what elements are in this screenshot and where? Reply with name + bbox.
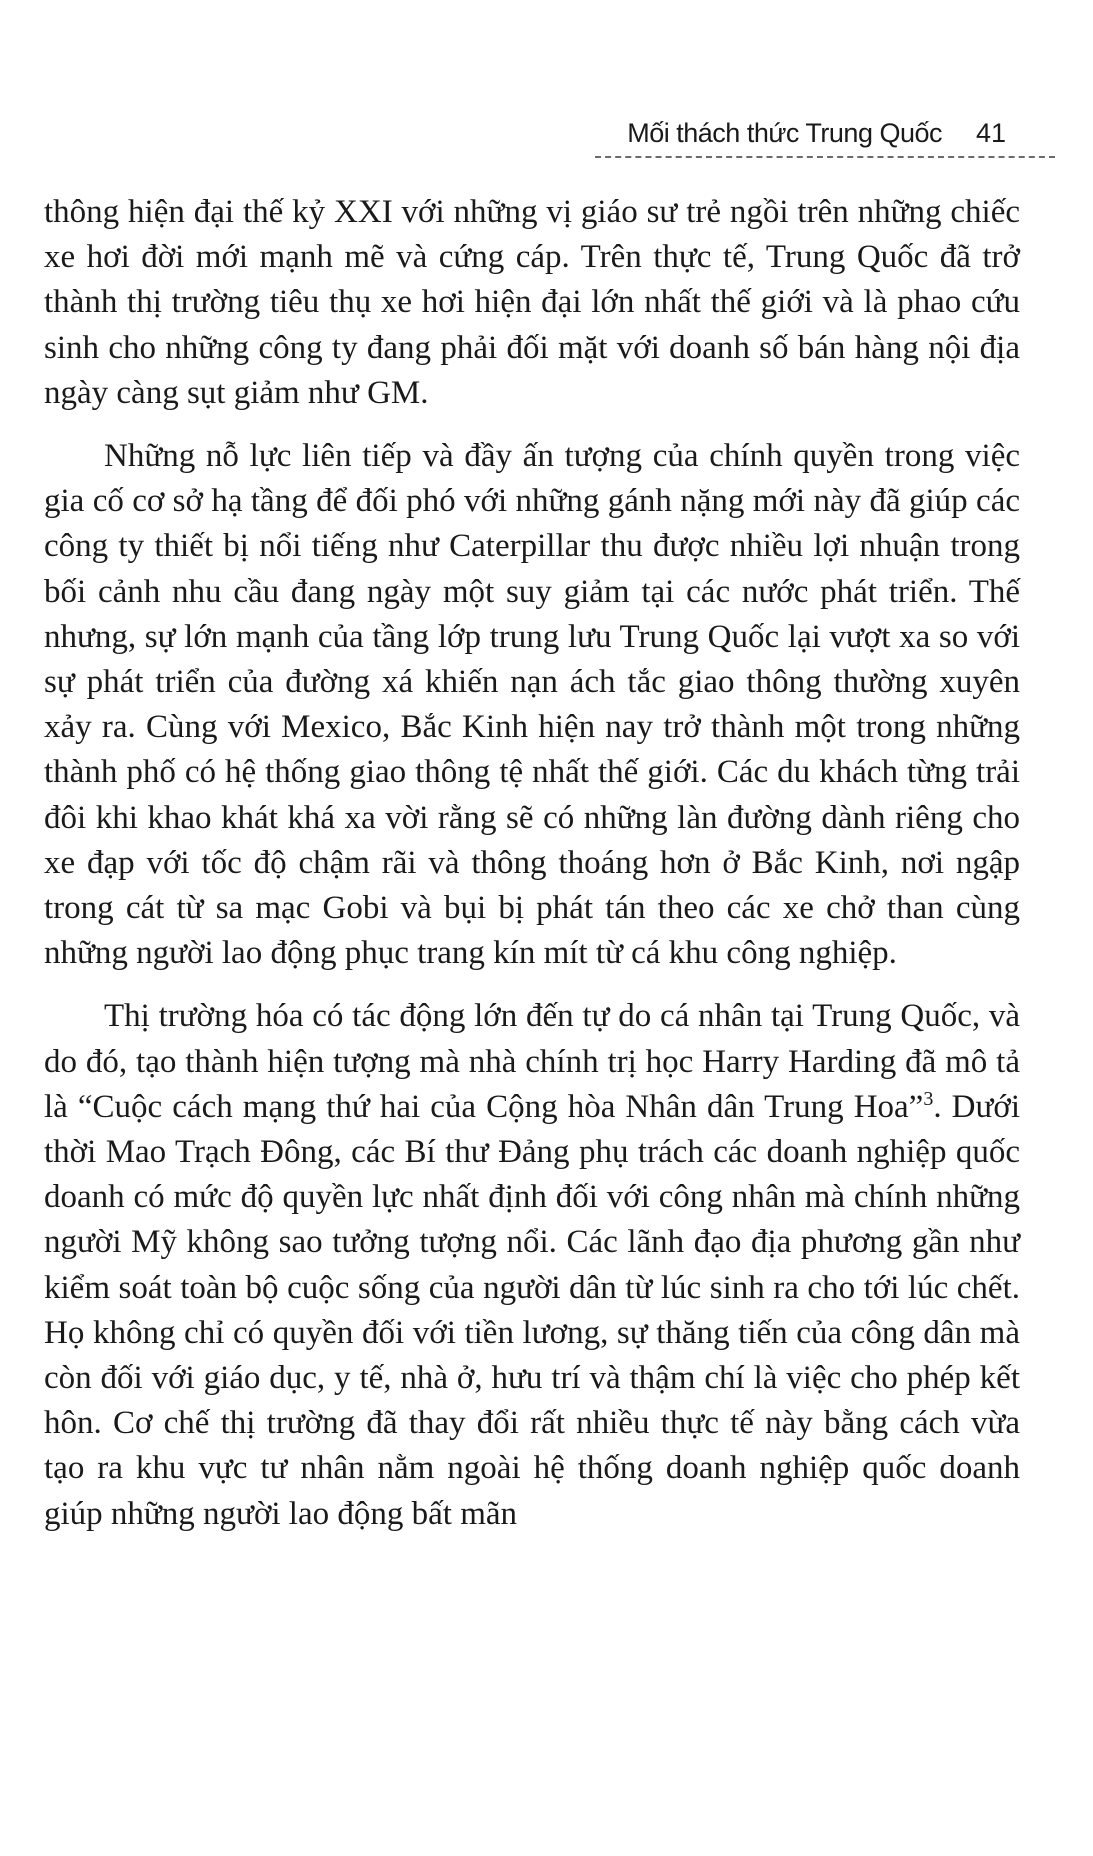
running-title: Mối thách thức Trung Quốc [627, 118, 942, 148]
body-text [44, 190, 1020, 1555]
paragraph-3-part-1: Thị trường hóa có tác động lớn đến tự do cá nhân tại Trung Quốc, và do đó, tạo thành hiện tượng mà nhà chính trị học Harry Harding đã mô tả là “Cuộc cách mạng thứ hai của Cộng hòa Nhân dân Trung Hoa” [44, 998, 1020, 1125]
header-dashed-rule [595, 156, 1055, 158]
footnote-marker: 3 [923, 1087, 934, 1110]
page-number: 41 [975, 118, 1006, 148]
paragraph-3 [44, 994, 1020, 1536]
paragraph-3-part-2: . Dưới thời Mao Trạch Đông, các Bí thư Đảng phụ trách các doanh nghiệp quốc doanh có mức độ quyền lực nhất định đối với công nhân mà chính những người Mỹ không sao tưởng tượng nổi. Các lãnh đạo địa phương gần như kiểm soát toàn bộ cuộc sống của người dân từ lúc sinh ra cho tới lúc chết. Họ không chỉ có quyền đối với tiền lương, sự thăng tiến của công dân mà còn đối với giáo dục, y tế, nhà ở, hưu trí và thậm chí là việc cho phép kết hôn. Cơ chế thị trường đã thay đổi rất nhiều thực tế này bằng cách vừa tạo ra khu vực tư nhân nằm ngoài hệ thống doanh nghiệp quốc doanh giúp những người lao động bất mãn [44, 1088, 1020, 1532]
running-header [600, 112, 1020, 158]
paragraph-2: Những nỗ lực liên tiếp và đầy ấn tượng của chính quyền trong việc gia cố cơ sở hạ tầng để đối phó với những gánh nặng mới này đã giúp các công ty thiết bị nổi tiếng như Caterpillar thu được nhiều lợi nhuận trong bối cảnh nhu cầu đang ngày một suy giảm tại các nước phát triển. Thế nhưng, sự lớn mạnh của tầng lớp trung lưu Trung Quốc lại vượt xa so với sự phát triển của đường xá khiến nạn ách tắc giao thông thường xuyên xảy ra. Cùng với Mexico, Bắc Kinh hiện nay trở thành một trong những thành phố có hệ thống giao thông tệ nhất thế giới. Các du khách từng trải đôi khi khao khát khá xa vời rằng sẽ có những làn đường dành riêng cho xe đạp với tốc độ chậm rãi và thông thoáng hơn ở Bắc Kinh, nơi ngập trong cát từ sa mạc Gobi và bụi bị phát tán theo các xe chở than cùng những người lao động phục trang kín mít từ cá khu công nghiệp. [44, 438, 1020, 972]
paragraph-1: thông hiện đại thế kỷ XXI với những vị giáo sư trẻ ngồi trên những chiếc xe hơi đời mới mạnh mẽ và cứng cáp. Trên thực tế, Trung Quốc đã trở thành thị trường tiêu thụ xe hơi hiện đại lớn nhất thế giới và là phao cứu sinh cho những công ty đang phải đối mặt với doanh số bán hàng nội địa ngày càng sụt giảm như GM. [44, 194, 1020, 411]
